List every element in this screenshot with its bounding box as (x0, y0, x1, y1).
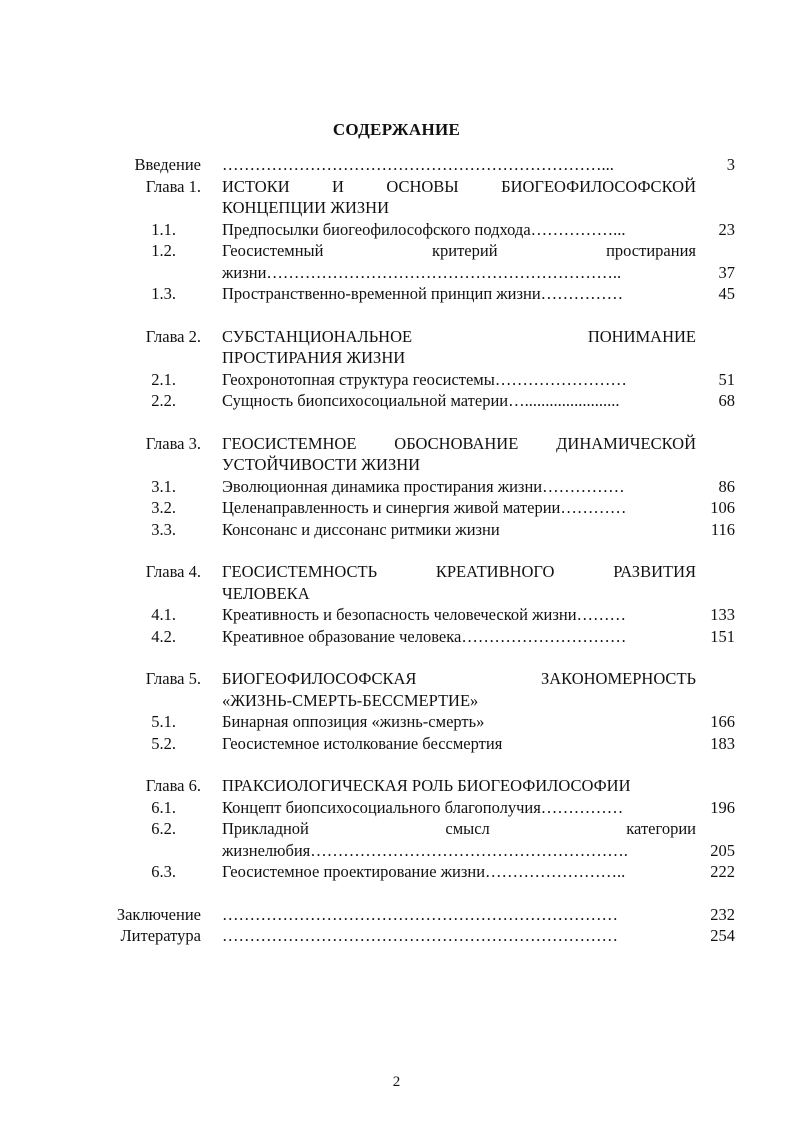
toc-entry-text: УСТОЙЧИВОСТИ ЖИЗНИ (222, 455, 421, 474)
toc-entry-label: 4.1. (151, 605, 176, 624)
toc-entry-label: 6.1. (151, 797, 176, 817)
toc-entry-text: Геохронотопная структура геосистемы…………………… (222, 369, 627, 389)
toc-subsection-row (0, 711, 793, 733)
toc-subsection-row (0, 519, 793, 541)
section-spacer (0, 754, 793, 775)
toc-page-number: 86 (718, 476, 735, 496)
toc-entry-text: Геосистемное истолкование бессмертия (222, 733, 503, 753)
toc-page-number: 133 (710, 605, 735, 624)
toc-page-number: 51 (718, 369, 735, 389)
toc-entry-text: ЧЕЛОВЕКА (222, 583, 310, 603)
toc-entry-text: БИОГЕОФИЛОСОФСКАЯ ЗАКОНОМЕРНОСТЬ (222, 669, 696, 688)
toc-entry-label: Введение (134, 155, 201, 174)
toc-entry-text: ……………………………………………………………… (222, 926, 618, 945)
toc-entry-label: 2.2. (151, 391, 176, 410)
toc-entry-label: 6.3. (151, 862, 176, 881)
toc-entry-text: Пространственно-временной принцип жизни…………… (222, 284, 624, 303)
toc-subsection-row (0, 476, 793, 498)
toc-entry-label: Глава 1. (145, 176, 201, 196)
toc-subsection-row (0, 626, 793, 648)
toc-entry-text: ГЕОСИСТЕМНОЕ ОБОСНОВАНИЕ ДИНАМИЧЕСКОЙ (222, 433, 696, 453)
toc-chapter-row (0, 561, 793, 604)
toc-entry-text: Прикладной смысл категории (222, 819, 696, 838)
toc-subsection-row (0, 390, 793, 412)
toc-subsection-row (0, 604, 793, 626)
toc-entry-text: Предпосылки биогеофилософского подхода……………... (222, 219, 626, 239)
toc-entry-text: ПРОСТИРАНИЯ ЖИЗНИ (222, 348, 406, 367)
toc-page-number: 254 (710, 926, 735, 945)
toc-chapter-row (0, 326, 793, 369)
toc-entry-text: Консонанс и диссонанс ритмики жизни (222, 519, 500, 539)
toc-subsection-row (0, 240, 793, 283)
section-spacer (0, 540, 793, 561)
toc-entry-text: ПРАКСИОЛОГИЧЕСКАЯ РОЛЬ БИОГЕОФИЛОСОФИИ (222, 776, 631, 795)
page-title: СОДЕРЖАНИЕ (332, 120, 461, 139)
toc-page-number: 196 (710, 797, 735, 817)
toc-entry-text: ГЕОСИСТЕМНОСТЬ КРЕАТИВНОГО РАЗВИТИЯ (222, 562, 696, 581)
toc-entry-text: Концепт биопсихосоциального благополучия…………… (222, 797, 624, 817)
toc-chapter-row (0, 925, 793, 947)
toc-entry-label: 5.1. (151, 712, 176, 731)
toc-entry-text: Геосистемный критерий простирания (222, 241, 696, 260)
toc-chapter-row (0, 668, 793, 711)
toc-entry-text: Сущность биопсихосоциальной материи…....................... (222, 391, 620, 410)
toc-entry-text: Эволюционная динамика простирания жизни…………… (222, 476, 625, 496)
toc-entry-text: Геосистемное проектирование жизни…………………….. (222, 862, 626, 881)
toc-subsection-row (0, 818, 793, 861)
toc-entry-text: Креативное образование человека………………………… (222, 626, 627, 646)
section-spacer (0, 647, 793, 668)
toc-page-number: 37 (718, 262, 735, 282)
toc-subsection-row (0, 219, 793, 241)
toc-entry-text: Целенаправленность и синергия живой материи………… (222, 498, 627, 517)
toc-page-number: 116 (710, 519, 735, 539)
toc-entry-label: 4.2. (151, 626, 176, 646)
toc-entry-text: ИСТОКИ И ОСНОВЫ БИОГЕОФИЛОСОФСКОЙ (222, 176, 696, 196)
toc-entry-text: жизни……………………………………………………….. (222, 262, 622, 282)
toc-chapter-row (0, 176, 793, 219)
page-number: 2 (392, 1074, 401, 1090)
toc-entry-text: Креативность и безопасность человеческой жизни……… (222, 605, 627, 624)
toc-chapter-row (0, 775, 793, 797)
toc-chapter-row (0, 433, 793, 476)
toc-chapter-row (0, 154, 793, 176)
toc-page-number: 166 (710, 712, 735, 731)
toc-entry-text: СУБСТАНЦИОНАЛЬНОЕ ПОНИМАНИЕ (222, 326, 696, 346)
toc-entry-label: Глава 5. (145, 669, 201, 688)
toc-entry-label: 1.3. (151, 284, 176, 303)
toc-page-number: 106 (710, 498, 735, 517)
toc-entry-label: 6.2. (151, 819, 176, 838)
toc-entry-text: ……………………………………………………………… (222, 904, 618, 924)
toc-entry-label: 3.2. (151, 498, 176, 517)
toc-subsection-row (0, 733, 793, 755)
toc-entry-label: 3.1. (151, 476, 176, 496)
toc-entry-label: 5.2. (151, 733, 176, 753)
toc-page-number: 151 (710, 626, 735, 646)
toc-page-number: 68 (718, 391, 735, 410)
toc-entry-label: Глава 3. (145, 433, 201, 453)
toc-entry-text: Бинарная оппозиция «жизнь-смерть» (222, 712, 485, 731)
toc-entry-label: 2.1. (151, 369, 176, 389)
section-spacer (0, 883, 793, 904)
toc-entry-text: жизнелюбия…………………………………………………. (222, 840, 628, 860)
toc-entry-label: 1.1. (151, 219, 176, 239)
toc-subsection-row (0, 861, 793, 883)
toc-entry-label: 1.2. (151, 241, 176, 260)
toc-entry-text: ……………………………………………………………... (222, 155, 614, 174)
section-spacer (0, 412, 793, 433)
toc-subsection-row (0, 283, 793, 305)
toc-page-number: 205 (710, 840, 735, 860)
toc-entry-label: Заключение (116, 904, 201, 924)
toc-entry-label: Глава 6. (145, 776, 201, 795)
toc-entry-label: Глава 2. (145, 326, 201, 346)
toc-chapter-row (0, 904, 793, 926)
toc-page-number: 3 (726, 155, 735, 174)
section-spacer (0, 305, 793, 326)
toc-entry-label: Глава 4. (145, 562, 201, 581)
table-of-contents (0, 154, 793, 947)
toc-page-number: 232 (710, 904, 735, 924)
toc-page-number: 222 (710, 862, 735, 881)
toc-page-number: 45 (718, 284, 735, 303)
toc-subsection-row (0, 497, 793, 519)
toc-page-number: 23 (718, 219, 735, 239)
toc-entry-text: КОНЦЕПЦИИ ЖИЗНИ (222, 198, 390, 217)
toc-subsection-row (0, 797, 793, 819)
toc-entry-text: «ЖИЗНЬ-СМЕРТЬ-БЕССМЕРТИЕ» (222, 690, 479, 710)
toc-entry-label: Литература (120, 926, 201, 945)
toc-subsection-row (0, 369, 793, 391)
toc-page-number: 183 (710, 733, 735, 753)
toc-entry-label: 3.3. (151, 519, 176, 539)
